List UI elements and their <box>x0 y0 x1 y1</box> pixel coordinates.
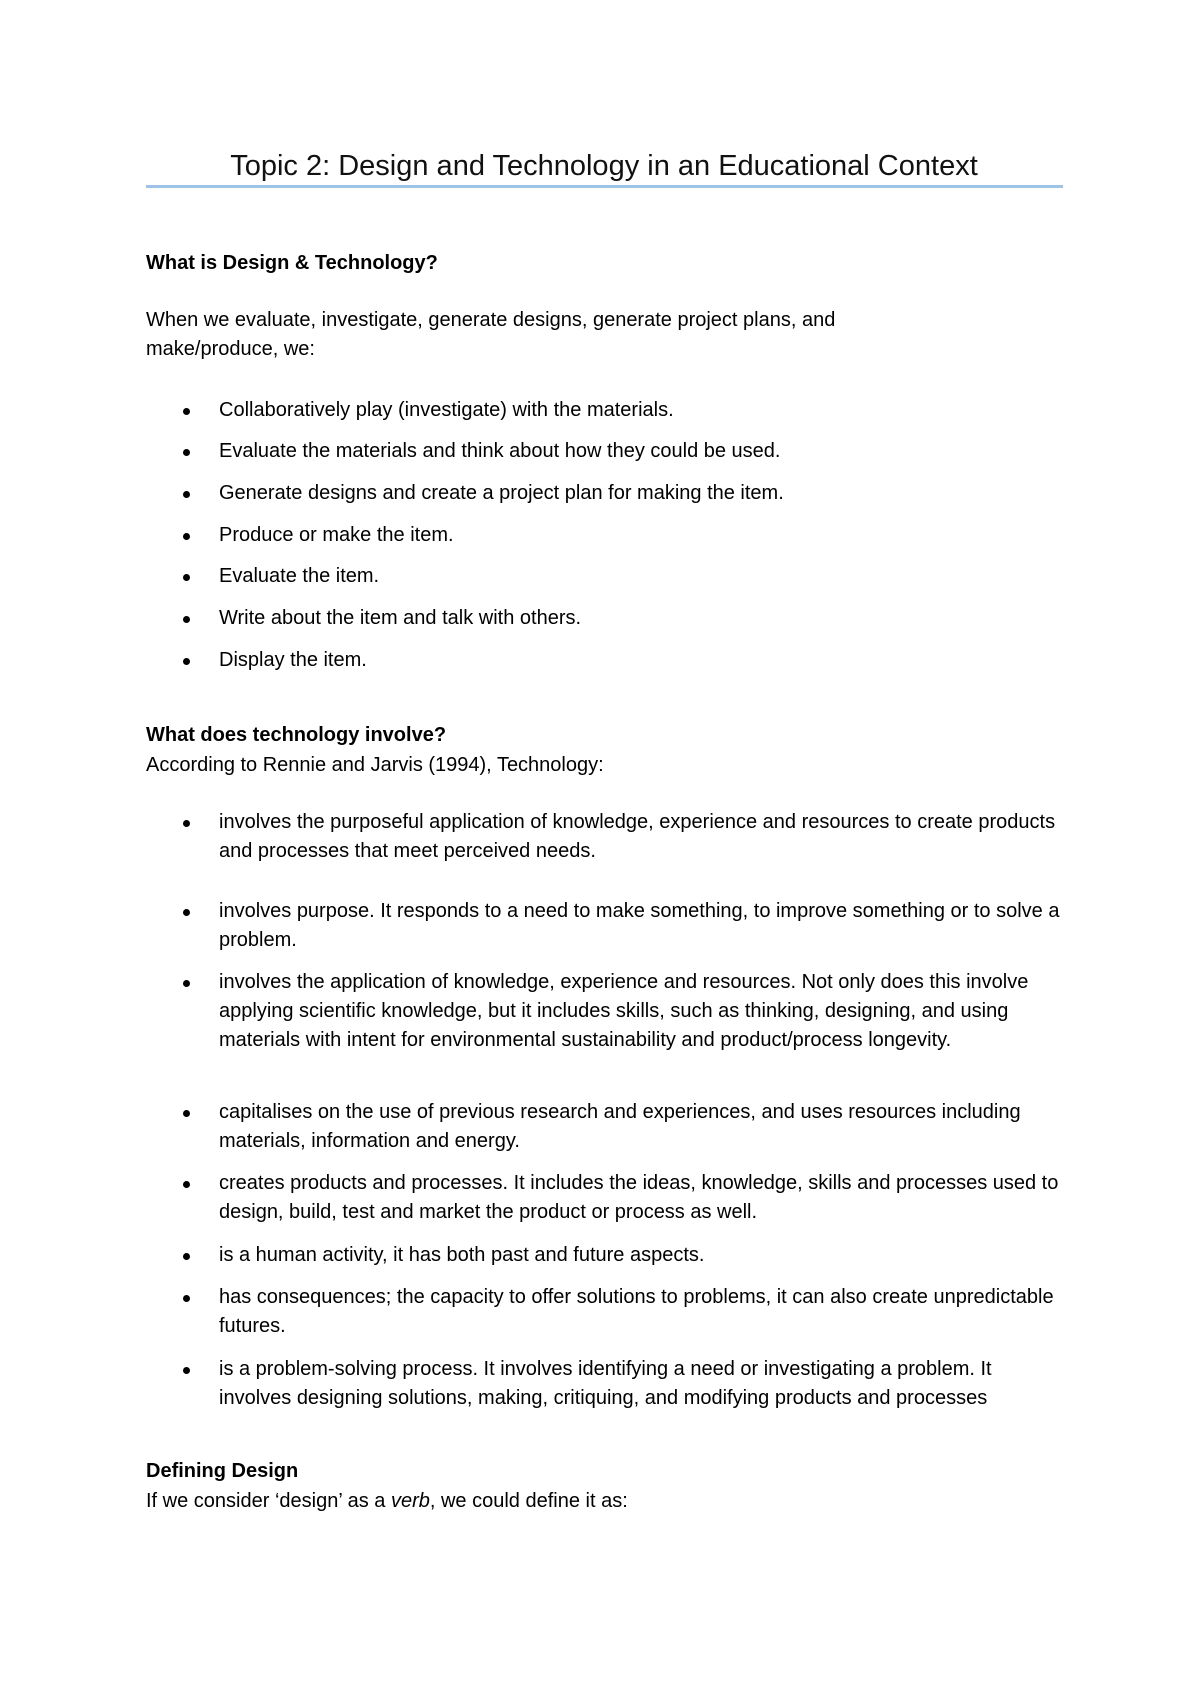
emphasis-verb: verb <box>390 1490 430 1512</box>
bullet-icon <box>183 820 190 827</box>
bullet-icon <box>183 658 190 665</box>
section-heading-technology-involve: What does technology involve? <box>146 724 447 746</box>
bullet-icon <box>183 1110 190 1117</box>
bullet-icon <box>183 980 190 987</box>
section1-intro-line2: make/produce, we: <box>146 338 315 360</box>
section-heading-design-technology: What is Design & Technology? <box>146 252 438 274</box>
bullet-icon <box>183 1295 190 1302</box>
section2-intro: According to Rennie and Jarvis (1994), Technology: <box>146 754 604 776</box>
title-underline <box>146 185 1063 188</box>
bullet-icon <box>183 1181 190 1188</box>
section1-intro-line1: When we evaluate, investigate, generate designs, generate project plans, and <box>146 309 836 331</box>
document-page: Topic 2: Design and Technology in an Educational Context What is Design & Technology? When we evaluate, investigate, generate designs, generate project plans, and make/produce, we: Collaboratively play (investigate) with the materials. Evaluate the materials and think about how they could be used. Generate designs and create a project plan for making the item. Produce or make the item. Evaluate the item. Write about the item and talk with others. Display the item. What does technology involve? According to Rennie and Jarvis (1994), Technology: involves the purposeful application of knowledge, experience and resources to create products and processes that meet perceived needs. involves purpose. It responds to a need to make something, to improve something or to solve a problem. involves the application of knowledge, experience and resources. Not only does this involve applying scientific knowledge, but it includes skills, such as thinking, designing, and using materials with intent for environmental sustainability and product/process longevity. capitalises on the use of previous research and experiences, and uses resources including materials, information and energy. creates products and processes. It includes the ideas, knowledge, skills and processes used to design, build, test and market the product or process as well. is a human activity, it has both past and future aspects. has consequences; the capacity to offer solutions to problems, it can also create unpredictable futures. is a problem-solving process. It involves identifying a need or investigating a problem. It involves designing solutions, making, critiquing, and modifying products and processes Defining Design If we consider ‘design’ as a verb, we could define it as: <box>0 0 1200 1698</box>
bullet-icon <box>183 574 190 581</box>
page-title: Topic 2: Design and Technology in an Educational Context <box>230 150 978 182</box>
bullet-icon <box>183 408 190 415</box>
bullet-icon <box>183 491 190 498</box>
bullet-icon <box>183 616 190 623</box>
bullet-icon <box>183 1367 190 1374</box>
section-heading-defining-design: Defining Design <box>146 1460 299 1482</box>
bullet-icon <box>183 909 190 916</box>
bullet-icon <box>183 449 190 456</box>
section3-intro: If we consider ‘design’ as a verb, we could define it as: <box>146 1490 628 1512</box>
bullet-icon <box>183 1253 190 1260</box>
bullet-icon <box>183 533 190 540</box>
